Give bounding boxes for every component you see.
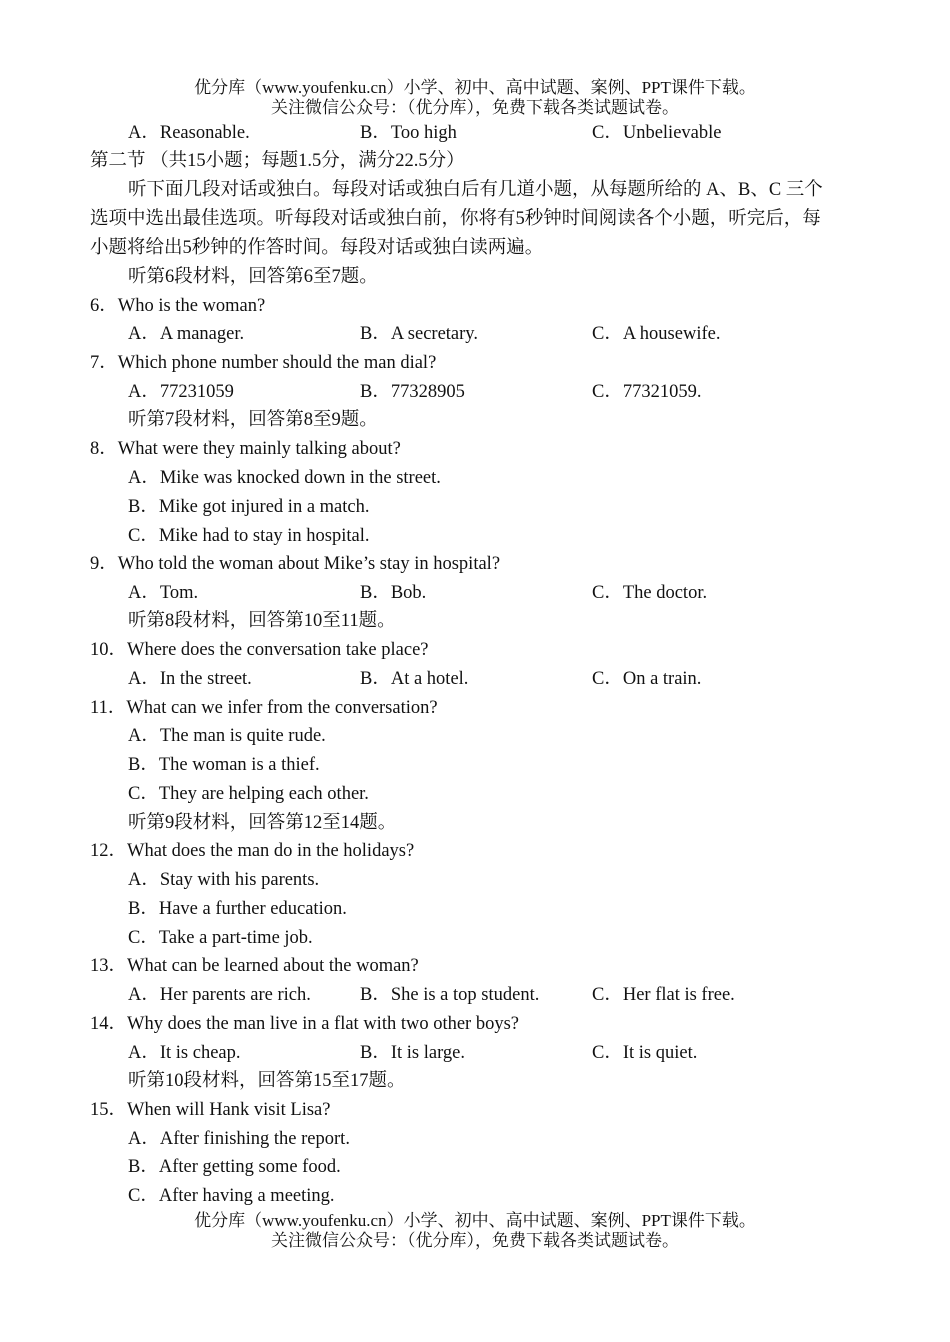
question-6-stem: 6．Who is the woman? xyxy=(90,296,266,316)
question-14-stem: 14．Why does the man live in a flat with two other boys? xyxy=(90,1014,520,1034)
question-10-option-b: B．At a hotel. xyxy=(360,669,469,689)
question-8-stem: 8．What were they mainly talking about? xyxy=(90,439,401,459)
section-instruction-1: 听下面几段对话或独白。每段对话或独白后有几道小题，从每题所给的 A、B、C 三个 xyxy=(128,180,823,200)
question-8-option-a: A．Mike was knocked down in the street. xyxy=(128,468,441,488)
section-instruction-3: 小题将给出5秒钟的作答时间。每段对话或独白读两遍。 xyxy=(90,238,544,258)
question-12-option-c: C．Take a part-time job. xyxy=(128,928,313,948)
question-10-option-c: C．On a train. xyxy=(592,669,702,689)
material-6-heading: 听第6段材料，回答第6至7题。 xyxy=(128,267,378,287)
question-15-option-b: B．After getting some food. xyxy=(128,1157,341,1177)
question-13-option-a: A．Her parents are rich. xyxy=(128,985,311,1005)
question-12-option-b: B．Have a further education. xyxy=(128,899,347,919)
material-8-heading: 听第8段材料，回答第10至11题。 xyxy=(128,611,396,631)
section-instruction-2: 选项中选出最佳选项。听每段对话或独白前，你将有5秒钟时间阅读各个小题，听完后，每 xyxy=(90,209,821,229)
footer-line-1: 优分库（www.youfenku.cn）小学、初中、高中试题、案例、PPT课件下载。 xyxy=(194,1211,756,1230)
question-15-option-c: C．After having a meeting. xyxy=(128,1186,335,1206)
q5-option-a: A．Reasonable. xyxy=(128,123,250,143)
q5-option-c: C．Unbelievable xyxy=(592,123,722,143)
q5-option-b: B．Too high xyxy=(360,123,457,143)
question-12-stem: 12．What does the man do in the holidays? xyxy=(90,841,415,861)
material-10-heading: 听第10段材料，回答第15至17题。 xyxy=(128,1071,406,1091)
question-7-option-b: B．77328905 xyxy=(360,382,465,402)
question-6-option-c: C．A housewife. xyxy=(592,324,721,344)
material-7-heading: 听第7段材料，回答第8至9题。 xyxy=(128,410,378,430)
question-12-option-a: A．Stay with his parents. xyxy=(128,870,320,890)
question-13-stem: 13．What can be learned about the woman? xyxy=(90,956,419,976)
question-8-option-c: C．Mike had to stay in hospital. xyxy=(128,526,370,546)
question-14-option-b: B．It is large. xyxy=(360,1043,465,1063)
question-6-option-a: A．A manager. xyxy=(128,324,245,344)
question-9-option-c: C．The doctor. xyxy=(592,583,708,603)
question-11-stem: 11．What can we infer from the conversation? xyxy=(90,698,438,718)
question-14-option-c: C．It is quiet. xyxy=(592,1043,698,1063)
question-7-option-a: A．77231059 xyxy=(128,382,234,402)
question-7-stem: 7．Which phone number should the man dial? xyxy=(90,353,437,373)
question-8-option-b: B．Mike got injured in a match. xyxy=(128,497,370,517)
question-13-option-b: B．She is a top student. xyxy=(360,985,540,1005)
header-line-1: 优分库（www.youfenku.cn）小学、初中、高中试题、案例、PPT课件下载。 xyxy=(194,78,756,97)
question-7-option-c: C．77321059. xyxy=(592,382,702,402)
page-footer xyxy=(0,1211,950,1251)
question-11-option-b: B．The woman is a thief. xyxy=(128,755,320,775)
question-15-stem: 15．When will Hank visit Lisa? xyxy=(90,1100,331,1120)
question-6-option-b: B．A secretary. xyxy=(360,324,478,344)
header-line-2: 关注微信公众号：（优分库），免费下载各类试题试卷。 xyxy=(271,98,679,117)
section-title: 第二节 （共15小题；每题1.5分，满分22.5分） xyxy=(90,151,465,171)
material-9-heading: 听第9段材料，回答第12至14题。 xyxy=(128,813,397,833)
question-10-stem: 10．Where does the conversation take place? xyxy=(90,640,429,660)
question-15-option-a: A．After finishing the report. xyxy=(128,1129,350,1149)
footer-line-2: 关注微信公众号：（优分库），免费下载各类试题试卷。 xyxy=(271,1231,679,1250)
question-9-option-a: A．Tom. xyxy=(128,583,199,603)
question-9-option-b: B．Bob. xyxy=(360,583,427,603)
question-13-option-c: C．Her flat is free. xyxy=(592,985,735,1005)
question-10-option-a: A．In the street. xyxy=(128,669,252,689)
page-header xyxy=(0,78,950,118)
question-9-stem: 9．Who told the woman about Mike’s stay in hospital? xyxy=(90,554,501,574)
question-14-option-a: A．It is cheap. xyxy=(128,1043,241,1063)
question-11-option-a: A．The man is quite rude. xyxy=(128,726,326,746)
question-11-option-c: C．They are helping each other. xyxy=(128,784,369,804)
